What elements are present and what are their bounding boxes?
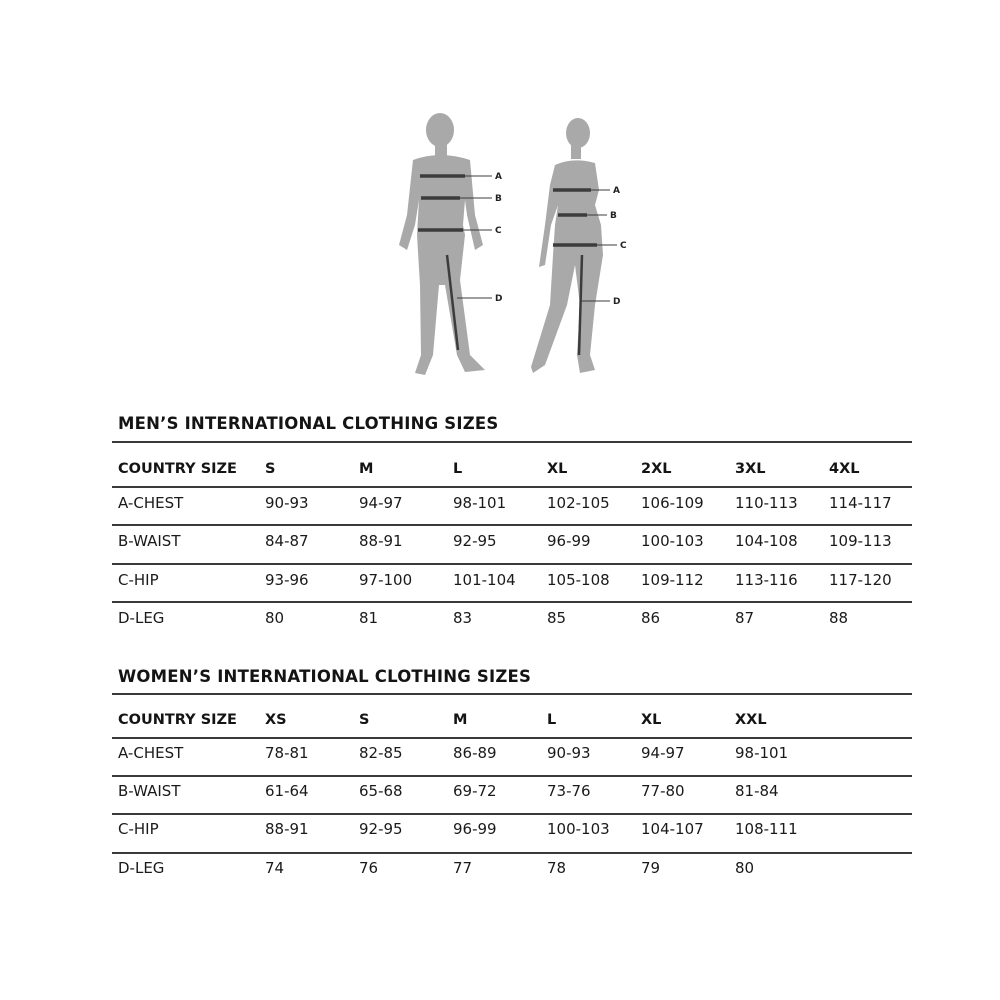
table-cell: 86 [641, 609, 661, 627]
table-cell: 94-97 [641, 744, 685, 762]
marker-d: D [495, 294, 503, 304]
table-cell: 92-95 [453, 532, 497, 550]
table-cell: 109-113 [829, 532, 892, 550]
table-cell: 81-84 [735, 782, 779, 800]
table-cell: 90-93 [265, 494, 309, 512]
table-cell: 100-103 [547, 820, 610, 838]
table-cell: 105-108 [547, 571, 610, 589]
table-cell: 110-113 [735, 494, 798, 512]
table-cell: 90-93 [547, 744, 591, 762]
table-cell: 93-96 [265, 571, 309, 589]
header-cell: L [453, 461, 463, 477]
table-cell: 76 [359, 859, 379, 877]
row-label: A-CHEST [118, 494, 184, 512]
row-label: A-CHEST [118, 744, 184, 762]
table-cell: 88 [829, 609, 849, 627]
table-cell: 81 [359, 609, 379, 627]
marker-d: D [613, 297, 621, 307]
divider [112, 737, 912, 739]
table-row [112, 782, 912, 802]
table-cell: 96-99 [453, 820, 497, 838]
row-label: C-HIP [118, 571, 159, 589]
table-cell: 78-81 [265, 744, 309, 762]
marker-a: A [613, 186, 620, 196]
female-marker-labels [610, 186, 627, 307]
table-cell: 88-91 [265, 820, 309, 838]
table-cell: 73-76 [547, 782, 591, 800]
divider [112, 601, 912, 603]
table-cell: 101-104 [453, 571, 516, 589]
header-cell: S [359, 712, 370, 728]
table-cell: 114-117 [829, 494, 892, 512]
header-cell: M [453, 712, 468, 728]
header-cell: L [547, 712, 557, 728]
divider [112, 775, 912, 777]
table-cell: 77 [453, 859, 473, 877]
table-row [112, 571, 912, 591]
table-cell: 117-120 [829, 571, 892, 589]
header-cell: 3XL [735, 461, 766, 477]
table-cell: 98-101 [453, 494, 507, 512]
body-measurement-figures [395, 105, 640, 385]
table-cell: 84-87 [265, 532, 309, 550]
table-cell: 79 [641, 859, 661, 877]
table-cell: 82-85 [359, 744, 403, 762]
table-cell: 88-91 [359, 532, 403, 550]
table-cell: 61-64 [265, 782, 309, 800]
table-cell: 86-89 [453, 744, 497, 762]
header-cell: XL [547, 461, 568, 477]
measurement-diagram-icon [395, 105, 640, 385]
table-cell: 94-97 [359, 494, 403, 512]
divider [112, 524, 912, 526]
table-cell: 80 [735, 859, 755, 877]
male-marker-labels [495, 172, 502, 304]
table-cell: 104-108 [735, 532, 798, 550]
table-header-row [112, 712, 912, 732]
table-cell: 78 [547, 859, 567, 877]
header-cell: S [265, 461, 276, 477]
header-cell: XL [641, 712, 662, 728]
table-cell: 104-107 [641, 820, 704, 838]
row-label: D-LEG [118, 609, 165, 627]
table-row [112, 859, 912, 879]
marker-b: B [495, 194, 502, 204]
marker-c: C [620, 241, 627, 251]
table-cell: 69-72 [453, 782, 497, 800]
table-cell: 83 [453, 609, 473, 627]
table-cell: 65-68 [359, 782, 403, 800]
header-cell: 4XL [829, 461, 860, 477]
table-cell: 100-103 [641, 532, 704, 550]
divider [112, 441, 912, 443]
table-cell: 85 [547, 609, 567, 627]
header-cell: 2XL [641, 461, 672, 477]
table-cell: 97-100 [359, 571, 413, 589]
row-label: B-WAIST [118, 532, 181, 550]
table-row [112, 609, 912, 629]
male-figure [399, 113, 485, 375]
row-label: D-LEG [118, 859, 165, 877]
divider [112, 693, 912, 695]
table-cell: 74 [265, 859, 285, 877]
header-cell: M [359, 461, 374, 477]
table-cell: 109-112 [641, 571, 704, 589]
table-cell: 98-101 [735, 744, 789, 762]
table-row [112, 532, 912, 552]
table-cell: 106-109 [641, 494, 704, 512]
marker-a: A [495, 172, 502, 182]
mens-table-title: MEN’S INTERNATIONAL CLOTHING SIZES [118, 414, 499, 433]
table-cell: 92-95 [359, 820, 403, 838]
table-cell: 87 [735, 609, 755, 627]
table-cell: 80 [265, 609, 285, 627]
divider [112, 852, 912, 854]
header-cell: XXL [735, 712, 767, 728]
table-cell: 96-99 [547, 532, 591, 550]
table-header-row [112, 461, 912, 481]
header-cell: COUNTRY SIZE [118, 461, 237, 477]
row-label: C-HIP [118, 820, 159, 838]
table-row [112, 820, 912, 840]
marker-b: B [610, 211, 617, 221]
divider [112, 486, 912, 488]
table-cell: 102-105 [547, 494, 610, 512]
marker-c: C [495, 226, 502, 236]
divider [112, 813, 912, 815]
table-cell: 77-80 [641, 782, 685, 800]
table-cell: 113-116 [735, 571, 798, 589]
header-cell: COUNTRY SIZE [118, 712, 237, 728]
table-cell: 108-111 [735, 820, 798, 838]
womens-table-title: WOMEN’S INTERNATIONAL CLOTHING SIZES [118, 667, 532, 686]
header-cell: XS [265, 712, 287, 728]
table-row [112, 744, 912, 764]
row-label: B-WAIST [118, 782, 181, 800]
table-row [112, 494, 912, 514]
divider [112, 563, 912, 565]
